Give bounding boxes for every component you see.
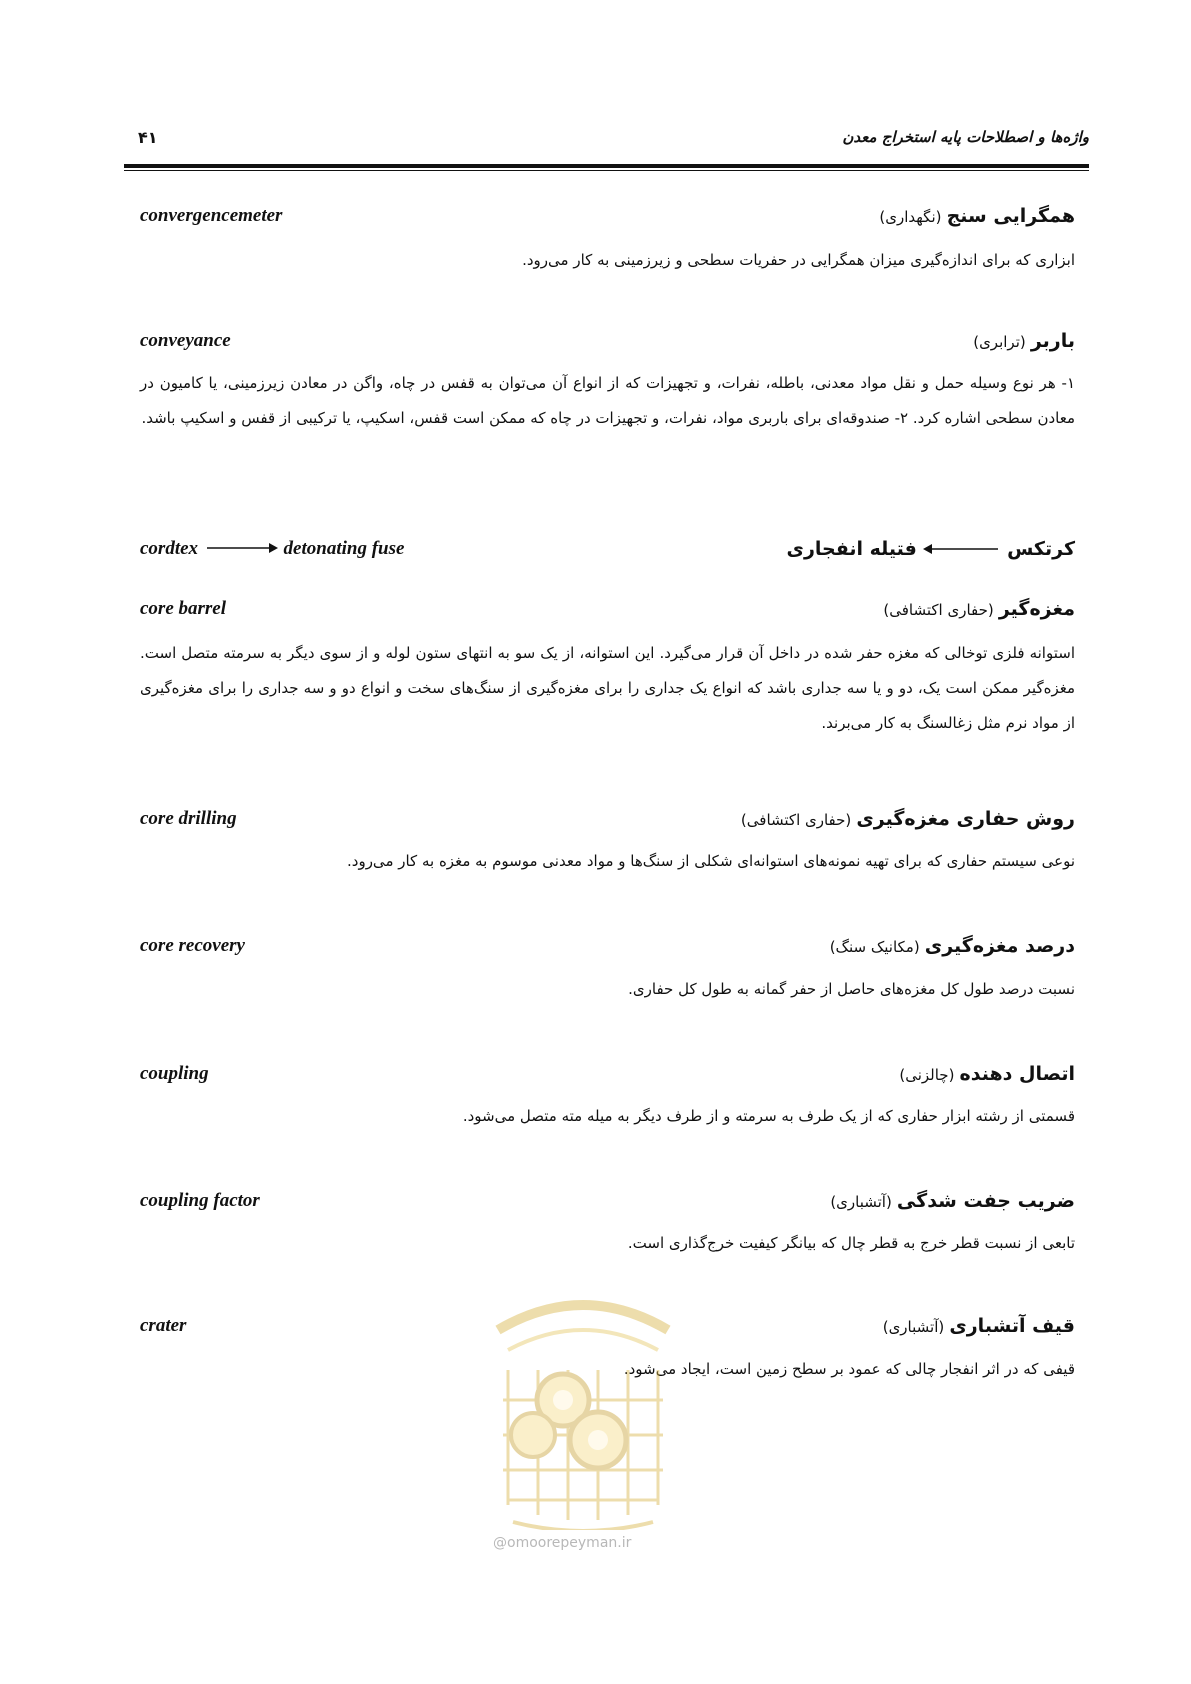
header-rule-thin (124, 170, 1089, 171)
persian-term: روش حفاری مغزه‌گیری (856, 808, 1075, 830)
definition: ۱- هر نوع وسیله حمل و نقل مواد معدنی، باطله، نفرات، و تجهیزات که از انواع آن می‌توان به قفس در چاه، واگن در معادن زیرزمینی، یا کامیون در معادن سطحی اشاره کرد. ۲- صندوقه‌ای برای باربری مواد، نفرات، و تجهیزات در چاه که ممکن است قفس، اسکیپ، یا ترکیبی از قفس و اسکیپ باشد. (140, 374, 1075, 427)
persian-headword (899, 1063, 1075, 1085)
header-rule-thick (124, 164, 1089, 168)
persian-term: درصد مغزه‌گیری (924, 935, 1075, 957)
definition: ابزاری که برای اندازه‌گیری میزان همگرایی در حفریات سطحی و زیرزمینی به کار می‌رود. (522, 251, 1075, 269)
persian-term: مغزه‌گیر (998, 598, 1075, 620)
persian-headword (830, 1190, 1075, 1212)
watermark-url: @omoorepeyman.ir (493, 1535, 632, 1551)
running-header (124, 128, 1089, 164)
definition: نوعی سیستم حفاری که برای تهیه نمونه‌های استوانه‌ای شکلی از سنگ‌ها و مواد معدنی موسوم به مغزه به کار می‌رود. (347, 852, 1075, 870)
right-arrow-icon (203, 542, 279, 554)
persian-term: باربر (1030, 330, 1075, 352)
english-term: core barrel (140, 598, 227, 619)
english-term: coupling factor (140, 1190, 260, 1211)
english-term: crater (140, 1315, 187, 1336)
english-term: convergencemeter (140, 205, 283, 226)
definition: استوانه فلزی توخالی که مغزه حفر شده در داخل آن قرار می‌گیرد. این استوانه، از یک سو به انتهای ستون لوله و از سوی دیگر به سرمته متصل است. مغزه‌گیر ممکن است یک، دو و یا سه جداری باشد که انواع یک جداری را برای مغزه‌گیری از سنگ‌های سخت و انواع دو و سه جداری را برای مغزه‌گیری از مواد نرم مثل زغالسنگ به کار می‌برند. (140, 644, 1075, 732)
persian-headword (883, 1315, 1075, 1337)
persian-cross-reference (787, 538, 1075, 560)
left-arrow-icon (922, 543, 1002, 555)
english-term: conveyance (140, 330, 231, 351)
subject-field: (حفاری اکتشافی) (883, 601, 994, 619)
subject-field: (آتشباری) (882, 1318, 945, 1336)
english-cross-reference (140, 538, 404, 560)
persian-headword (879, 205, 1075, 227)
persian-headword (973, 330, 1075, 352)
subject-field: (نگهداری) (879, 208, 942, 226)
persian-target-term: فتیله انفجاری (786, 538, 917, 560)
definition: نسبت درصد طول کل مغزه‌های حاصل از حفر گمانه به طول کل حفاری. (628, 980, 1075, 998)
subject-field: (حفاری اکتشافی) (740, 811, 852, 829)
persian-term: قیف آتشباری (949, 1315, 1075, 1337)
english-term: core recovery (140, 935, 245, 956)
page-number: ۴۱ (138, 128, 158, 147)
subject-field: (ترابری) (973, 333, 1026, 351)
persian-term: ضریب جفت شدگی (896, 1190, 1075, 1212)
english-term: core drilling (140, 808, 237, 829)
english-term: cordtex (140, 538, 199, 559)
persian-headword (830, 935, 1075, 957)
english-target-term: detonating fuse (283, 538, 405, 559)
persian-headword (741, 808, 1075, 830)
subject-field: (مکانیک سنگ) (829, 938, 920, 956)
persian-term: کرتکس (1007, 538, 1075, 560)
definition: تابعی از نسبت قطر خرج به قطر چال که بیانگر کیفیت خرج‌گذاری است. (627, 1234, 1075, 1252)
subject-field: (چالزنی) (899, 1066, 955, 1084)
persian-headword (883, 598, 1075, 620)
watermark-logo (478, 1290, 688, 1530)
definition: قسمتی از رشته ابزار حفاری که از یک طرف به سرمته و از طرف دیگر به میله مته متصل می‌شود. (462, 1107, 1075, 1125)
subject-field: (آتشباری) (830, 1193, 892, 1211)
persian-term: همگرایی سنج (946, 205, 1075, 227)
persian-term: اتصال دهنده (959, 1063, 1075, 1085)
header-title: واژه‌ها و اصطلاحات پایه استخراج معدن (842, 128, 1089, 146)
definition: قیفی که در اثر انفجار چالی که عمود بر سطح زمین است، ایجاد می‌شود. (623, 1360, 1075, 1378)
english-term: coupling (140, 1063, 209, 1084)
